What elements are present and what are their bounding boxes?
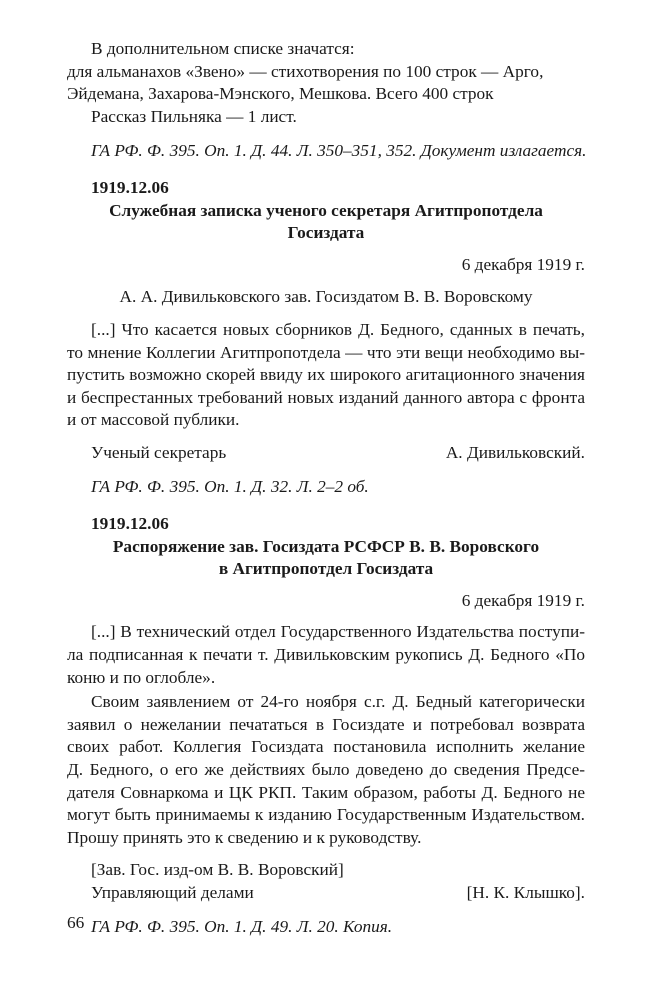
doc2-date: 6 декабря 1919 г. (461, 590, 585, 610)
doc2-para2-line: заявил о нежелании печататься в Госиздате и потребовал возврата (67, 714, 585, 734)
doc1-body-line: то мнение Коллегии Агитпропотдела — что эти вещи необходимо вы- (67, 342, 585, 362)
doc2-source: ГА РФ. Ф. 395. Оп. 1. Д. 49. Л. 20. Копия. (91, 916, 393, 936)
doc1-title-line: Служебная записка ученого секретаря Агитпропотдела (109, 200, 543, 220)
doc1-signature (67, 442, 585, 465)
doc2-paragraph-1 (67, 621, 585, 689)
doc2-para2-line: Своим заявлением от 24-го ноября с.г. Д. Бедный категорически (91, 692, 585, 712)
doc2-para2-line: дателя Совнаркома и ЦК РКП. Таким образом, работы Д. Бедного не (67, 782, 585, 802)
doc2-signer-line: [Зав. Гос. изд-ом В. В. Воровский] (91, 860, 344, 880)
doc1-body-line: пустить возможно скорей ввиду их широкого агитационного значения (67, 365, 585, 385)
doc2-para1-line: коню и по оглобле». (67, 667, 216, 687)
doc2-signature (67, 882, 585, 905)
intro-line: В дополнительном списке значатся: (91, 39, 355, 58)
doc1-signature-name: А. Дивильковский. (445, 442, 585, 462)
intro-block (67, 38, 585, 163)
document-1 (67, 177, 585, 498)
doc1-body (67, 319, 585, 432)
doc2-code: 1919.12.06 (91, 514, 169, 534)
doc2-signature-role: Управляющий делами (91, 883, 254, 902)
doc2-para2-line: Д. Бедного, о его же действиях было доведено до сведения Предсе- (67, 760, 585, 780)
intro-line: Рассказ Пильняка — 1 лист. (91, 106, 297, 126)
doc2-para2-line: могут быть принимаемы к изданию Государственным Издательством. (67, 805, 585, 825)
intro-source: ГА РФ. Ф. 395. Оп. 1. Д. 44. Л. 350–351, 352. Документ излагается. (91, 141, 587, 161)
doc1-body-line: и беспрестанных требований новых изданий данного автора с фронта (67, 387, 585, 407)
doc1-body-line: [...] Что касается новых сборников Д. Бедного, сданных в печать, (91, 319, 585, 339)
doc2-title-line: Распоряжение зав. Госиздата РСФСР В. В. Воровского (112, 536, 540, 556)
doc2-title-line: в Агитпропотдел Госиздата (218, 559, 434, 579)
doc1-signature-role: Ученый секретарь (91, 442, 227, 462)
document-page (67, 38, 585, 938)
doc1-source: ГА РФ. Ф. 395. Оп. 1. Д. 32. Л. 2–2 об. (91, 476, 369, 496)
doc1-body-line: и от массовой публики. (67, 410, 240, 430)
page-number: 66 (67, 913, 85, 932)
doc2-para1-line: [...] В технический отдел Государственного Издательства поступи- (91, 622, 585, 642)
doc1-date: 6 декабря 1919 г. (461, 254, 585, 274)
intro-line: для альманахов «Звено» — стихотворения по 100 строк — Арго, (67, 61, 544, 81)
doc2-paragraph-2 (67, 691, 585, 849)
document-2 (67, 513, 585, 938)
intro-line: Эйдемана, Захарова-Мэнского, Мешкова. Всего 400 строк (67, 84, 494, 104)
doc2-para1-line: ла подписанная к печати т. Дивильковским рукопись Д. Бедного «По (67, 645, 585, 665)
doc1-address: А. А. Дивильковского зав. Госиздатом В. В. Воровскому (119, 287, 533, 307)
doc1-title-line: Госиздата (287, 223, 365, 243)
doc2-para2-line: Прошу принять это к сведению и к руководству. (67, 827, 422, 847)
doc2-para2-line: своих работ. Коллегия Госиздата постановила исполнить желание (67, 737, 585, 757)
doc1-code: 1919.12.06 (91, 177, 169, 197)
doc2-signature-name: [Н. К. Клышко]. (466, 883, 585, 902)
